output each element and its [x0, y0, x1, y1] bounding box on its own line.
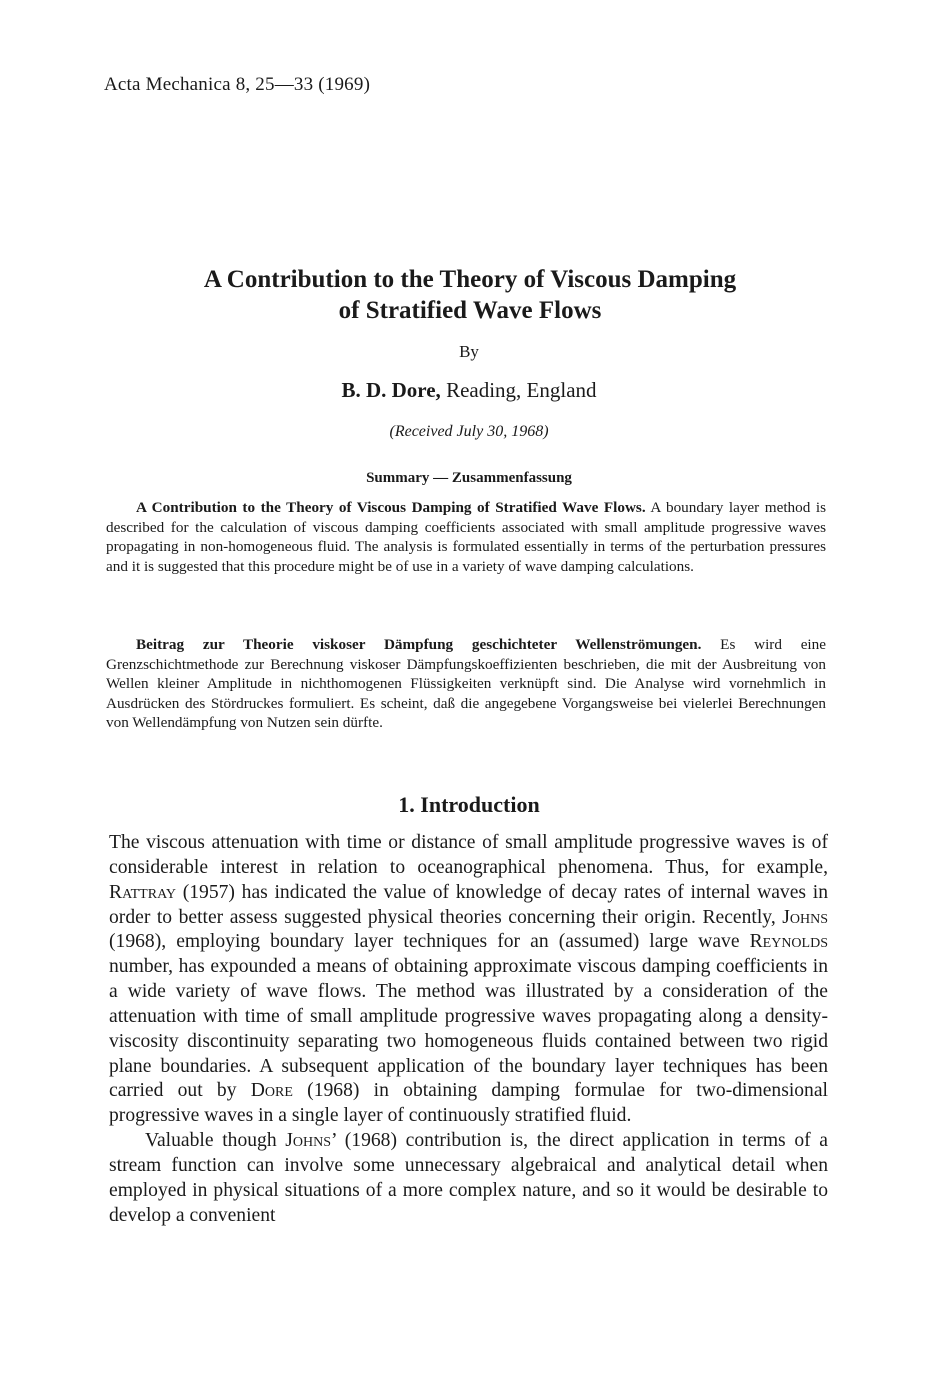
author-ref-johns: Johns: [782, 906, 828, 928]
paragraph-1: [109, 831, 828, 1129]
by-label: By: [459, 342, 479, 361]
text-run: The viscous attenuation with time or distance of small amplitude progressive waves is of considerable interest in relation to oceanographical phenomena. Thus, for example,: [109, 832, 828, 878]
received-date: (Received July 30, 1968): [389, 423, 549, 440]
text-run: (1968) in obtaining damping formulae for two-dimensional progressive waves in a single layer of continuously stratified fluid.: [109, 1080, 828, 1127]
section-heading: 1. Introduction: [398, 792, 540, 817]
author-location: Reading, England: [440, 378, 597, 402]
abstract-english-text: A boundary layer method is described for the calculation of viscous damping coefficients associated with small amplitude progressive waves propagating in non-homogeneous fluid. The analysis is formulated essentially in terms of the perturbation pressures and it is suggested that this procedure might be of use in a variety of wave damping calculations.: [106, 499, 826, 575]
journal-citation: Acta Mechanica 8, 25—33 (1969): [104, 74, 371, 95]
title-line-1: A Contribution to the Theory of Viscous Damping: [203, 266, 737, 293]
abstract-german-title: Beitrag zur Theorie viskoser Dämpfung geschichteter Wellenströmungen.: [136, 636, 702, 653]
abstract-english-title: A Contribution to the Theory of Viscous Damping of Stratified Wave Flows.: [136, 499, 646, 516]
author-name: B. D. Dore,: [341, 378, 441, 402]
introduction-body: [109, 831, 828, 1229]
title-line-2: of Stratified Wave Flows: [338, 297, 602, 324]
text-run: number, has expounded a means of obtaining approximate viscous damping coefficients in a wide variety of wave flows. The method was illustrated by a consideration of the attenuation with time of small amplitude progressive waves propagating along a density-viscosity discontinuity separating two homogeneous fluids contained between two rigid plane boundaries. A subsequent application of the boundary layer techniques has been carried out by: [109, 956, 828, 1102]
author-line: [0, 378, 938, 403]
text-run: (1957) has indicated the value of knowledge of decay rates of internal waves in order to better assess suggested physical theories concerning their origin. Recently,: [109, 881, 828, 928]
paper-title: [110, 264, 830, 326]
text-run: ’ (1968) contribution is, the direct application in terms of a stream function can involve some unnecessary algebraical and analytical detail when employed in physical situations of a more complex nature, and so it would be desirable to develop a convenient: [109, 1130, 829, 1226]
paragraph-2: [109, 1129, 828, 1228]
abstract-english: [106, 498, 826, 576]
summary-heading: Summary — Zusammenfassung: [366, 470, 572, 486]
text-run: Valuable though: [145, 1130, 286, 1152]
abstract-german-text: Es wird eine Grenzschichtmethode zur Berechnung viskoser Dämpfungskoeffizienten beschrieben, die mit der Ausbreitung von Wellen kleiner Amplitude in nichthomogenen Flüssigkeiten verknüpft sind. Die Analyse wird vornehmlich in Ausdrücken des Stördruckes formuliert. Es scheint, daß die angegebene Vorgangsweise bei vielerlei Berechnungen von Wellendämpfung von Nutzen sein dürfte.: [106, 636, 826, 732]
author-ref-reynolds: Reynolds: [749, 931, 828, 953]
author-ref-rattray: Rattray: [109, 881, 177, 903]
author-ref-johns-2: Johns: [285, 1130, 332, 1152]
author-ref-dore: Dore: [250, 1080, 293, 1102]
abstract-german: [106, 635, 826, 733]
text-run: (1968), employing boundary layer techniques for an (assumed) large wave: [109, 931, 750, 953]
